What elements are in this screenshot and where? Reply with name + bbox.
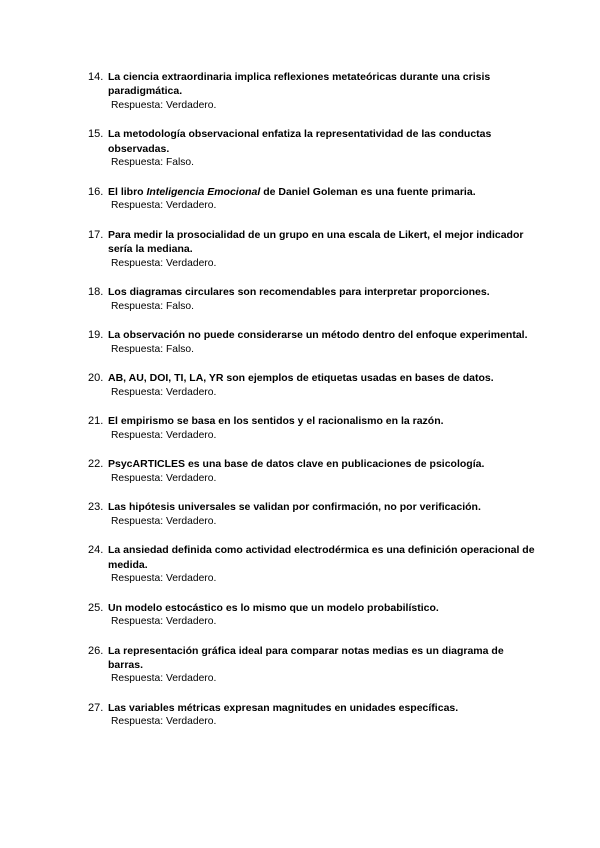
question-number: 20. bbox=[88, 372, 104, 385]
question-text: Los diagramas circulares son recomendables para interpretar proporciones. bbox=[108, 286, 490, 299]
question-item-19 bbox=[88, 328, 538, 357]
question-text: Un modelo estocástico es lo mismo que un modelo probabilístico. bbox=[108, 601, 439, 614]
question-item-16 bbox=[88, 185, 538, 214]
answer-text: Respuesta: Verdadero. bbox=[111, 99, 217, 111]
question-text: La ansiedad definida como actividad electrodérmica es una definición operacional de medida. bbox=[108, 544, 535, 571]
question-item-14 bbox=[88, 70, 538, 113]
question-number: 27. bbox=[88, 702, 104, 715]
question-item-26 bbox=[88, 644, 538, 687]
question-number: 18. bbox=[88, 286, 104, 299]
answer-text: Respuesta: Verdadero. bbox=[111, 200, 217, 212]
question-item-17 bbox=[88, 228, 538, 271]
question-number: 25. bbox=[88, 601, 104, 614]
question-number: 24. bbox=[88, 544, 104, 557]
question-item-24 bbox=[88, 543, 538, 586]
question-text-after: de Daniel Goleman es una fuente primaria. bbox=[260, 185, 476, 198]
question-number: 15. bbox=[88, 128, 104, 141]
question-number: 23. bbox=[88, 501, 104, 514]
question-number: 16. bbox=[88, 185, 104, 198]
question-number: 14. bbox=[88, 71, 104, 83]
answer-text: Respuesta: Verdadero. bbox=[111, 515, 217, 527]
question-text: AB, AU, DOI, TI, LA, YR son ejemplos de etiquetas usadas en bases de datos. bbox=[108, 372, 494, 385]
book-title: Inteligencia Emocional bbox=[146, 185, 261, 198]
answer-text: Respuesta: Verdadero. bbox=[111, 257, 217, 269]
answer-text: Respuesta: Verdadero. bbox=[111, 472, 217, 484]
question-item-22 bbox=[88, 457, 538, 486]
question-text: La metodología observacional enfatiza la representatividad de las conductas observadas. bbox=[108, 128, 492, 155]
question-list bbox=[88, 70, 538, 744]
question-item-15 bbox=[88, 127, 538, 170]
answer-text: Respuesta: Falso. bbox=[111, 157, 194, 169]
question-text: Para medir la prosocialidad de un grupo en una escala de Likert, el mejor indicador sería la mediana. bbox=[108, 228, 524, 256]
question-item-23 bbox=[88, 500, 538, 529]
question-item-27 bbox=[88, 701, 538, 730]
answer-text: Respuesta: Verdadero. bbox=[111, 573, 217, 585]
answer-text: Respuesta: Verdadero. bbox=[111, 673, 217, 685]
answer-text: Respuesta: Verdadero. bbox=[111, 716, 217, 728]
question-text: El empirismo se basa en los sentidos y el racionalismo en la razón. bbox=[108, 415, 444, 428]
question-text-before: El libro bbox=[108, 185, 147, 198]
question-text: Las hipótesis universales se validan por confirmación, no por verificación. bbox=[108, 501, 481, 514]
question-text bbox=[108, 185, 538, 199]
answer-text: Respuesta: Verdadero. bbox=[111, 386, 217, 398]
question-item-21 bbox=[88, 414, 538, 443]
question-item-18 bbox=[88, 285, 538, 314]
answer-text: Respuesta: Verdadero. bbox=[111, 429, 217, 441]
answer-text: Respuesta: Verdadero. bbox=[111, 616, 217, 628]
question-number: 26. bbox=[88, 644, 104, 657]
question-number: 19. bbox=[88, 329, 104, 342]
answer-text: Respuesta: Falso. bbox=[111, 343, 194, 355]
question-text: PsycARTICLES es una base de datos clave en publicaciones de psicología. bbox=[108, 458, 485, 471]
question-text: La observación no puede considerarse un método dentro del enfoque experimental. bbox=[108, 329, 528, 342]
question-item-25 bbox=[88, 601, 538, 630]
question-item-20 bbox=[88, 371, 538, 400]
question-number: 17. bbox=[88, 228, 104, 241]
question-text: La ciencia extraordinaria implica reflexiones metateóricas durante una crisis paradigmática. bbox=[108, 71, 491, 98]
question-number: 22. bbox=[88, 458, 104, 471]
question-text: Las variables métricas expresan magnitudes en unidades específicas. bbox=[108, 702, 459, 715]
answer-text: Respuesta: Falso. bbox=[111, 300, 194, 312]
question-text: La representación gráfica ideal para comparar notas medias es un diagrama de barras. bbox=[108, 644, 504, 672]
question-number: 21. bbox=[88, 415, 104, 428]
